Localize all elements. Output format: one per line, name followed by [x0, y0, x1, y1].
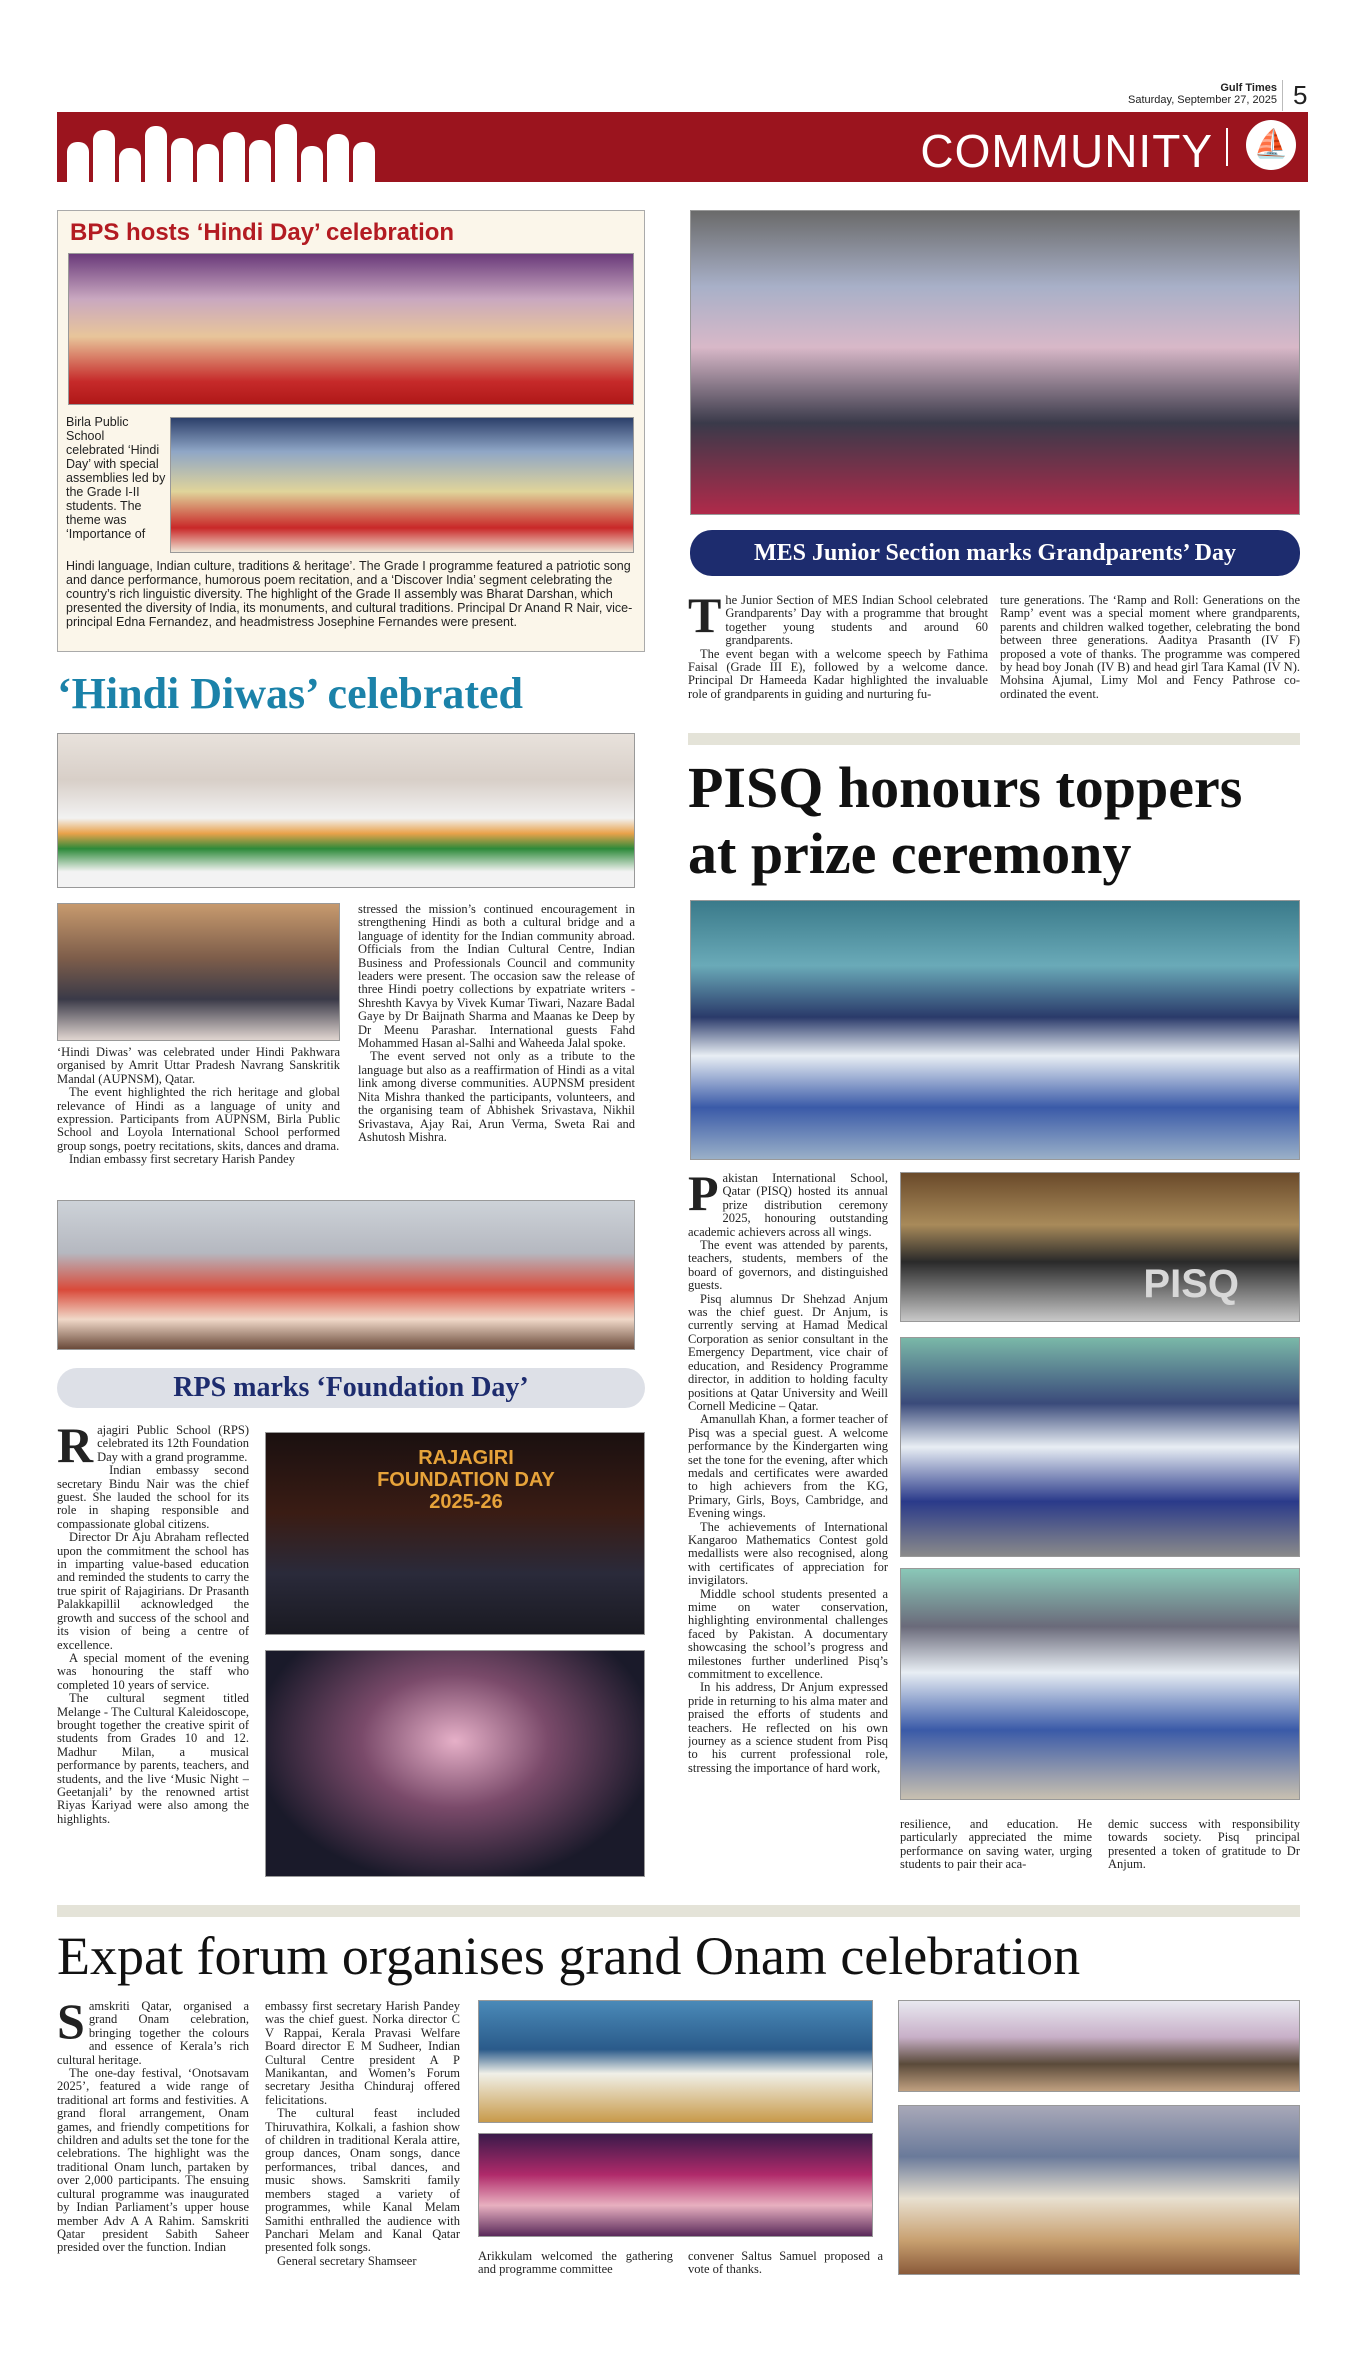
dropcap: R — [57, 1424, 94, 1473]
paragraph: A special moment of the evening was honouring the staff who completed 10 years of service. — [57, 1650, 249, 1692]
pisq-photo-sign: PISQ — [1143, 1262, 1239, 1306]
publication-name: Gulf Times — [1220, 82, 1277, 94]
rps-photo-banner: RAJAGIRI FOUNDATION DAY 2025-26 — [377, 1447, 555, 1513]
pisq-col-3: demic success with responsibility towards society. Pisq principal presented a token of gratitude to Dr Anjum. — [1108, 1818, 1300, 1872]
pisq-toppers-photo — [690, 900, 1300, 1160]
page-number: 5 — [1282, 80, 1307, 111]
onam-col-2 — [265, 2000, 460, 2350]
dropcap: T — [688, 594, 722, 643]
issue-date: Saturday, September 27, 2025 — [1127, 94, 1277, 106]
paragraph: ture generations. The ‘Ramp and Roll: Generations on the Ramp’ event was a special moment where grandparents, parents and children walked together, celebrating the bond between three generations. Aaditya Prasanth (IV F) proposed a vote of thanks. The programme was compered by head boy Jonah (IV B) and head girl Tara Kamal (IV N). Mohsina Ajumal, Limy Mol and Fency Pathrose co-ordinated the event. — [1000, 594, 1300, 701]
paragraph: ajagiri Public School (RPS) celebrated its 12th Foundation Day with a grand programme. — [97, 1424, 249, 1464]
bps-article — [57, 210, 645, 652]
paragraph: Indian embassy second secretary Bindu Nair was the chief guest. She lauded the school for its role in shaping responsible and compassionate global citizens. — [57, 1463, 249, 1531]
paragraph: akistan International School, Qatar (PISQ) hosted its annual prize distribution ceremony 2025, honouring outstanding academic achievers across all wings. — [688, 1172, 888, 1239]
section-title: COMMUNITY — [920, 125, 1213, 177]
hindi-col-2 — [358, 903, 635, 1194]
mes-col-1 — [688, 594, 988, 724]
hindi-col-1 — [57, 1046, 340, 1194]
divider — [1226, 128, 1228, 166]
paragraph: The cultural feast included Thiruvathira, Kolkali, a fashion show of children in traditional Kerala attire, group dances, Onam songs, dance performances, tribal dances, and music shows. Samskriti family members staged a variety of programmes, while Kanal Melam Samithi enthralled the audience with Panchari Melam and Kanal Qatar presented folk songs. — [265, 2106, 460, 2255]
paragraph: General secretary Shamseer — [277, 2253, 417, 2268]
paragraph: The event was attended by parents, teachers, students, members of the board of governors, and distinguished guests. — [688, 1238, 888, 1293]
paragraph: The one-day festival, ‘Onotsavam 2025’, featured a wide range of traditional art forms and festivities. A grand floral arrangement, Onam games, and friendly competitions for children and adults set the tone for the celebrations. The highlight was the traditional Onam lunch, partaken by over 2,000 participants. The ensuing cultural programme was inaugurated by Indian Parliament’s upper house member Adv A A Rahim. Samskriti Qatar president Sabith Saheer presided over the function. Indian — [57, 2066, 249, 2255]
bps-headline: BPS hosts ‘Hindi Day’ celebration — [70, 219, 455, 246]
onam-headline: Expat forum organises grand Onam celebration — [57, 1926, 1081, 1986]
paragraph: Amanullah Khan, a former teacher of Pisq was a special guest. A welcome performance by the Kindergarten wing set the tone for the evening, after which medals and certificates were awarded to high achievers from the KG, Primary, Girls, Boys, Cambridge, and Evening wings. — [688, 1412, 888, 1521]
headline-line: PISQ honours toppers — [688, 755, 1243, 820]
paragraph: amskriti Qatar, organised a grand Onam celebration, bringing together the colours and essence of Kerala’s rich cultural heritage. — [57, 2000, 249, 2067]
dhow-logo-icon: ⛵ — [1246, 120, 1296, 170]
mes-headline: MES Junior Section marks Grandparents’ Day — [690, 530, 1300, 576]
bps-caption-side: Birla Public School celebrated ‘Hindi Day’ with special assemblies led by the Grade I-II students. The theme was ‘Importance of — [66, 415, 166, 541]
masthead — [1128, 82, 1277, 106]
paragraph: he Junior Section of MES Indian School celebrated Grandparents’ Day with a programme that brought together young students and around 60 grandparents. — [725, 594, 988, 648]
crowd-silhouette-icon — [67, 124, 387, 182]
divider-bar — [57, 1905, 1300, 1917]
paragraph: Director Dr Aju Abraham reflected upon the commitment the school has in imparting value-based education and reminded the students to carry the true spirit of Rajagirians. Dr Prasanth Palakkapillil acknowledged the growth and success of the school and its vision of being a centre of excellence. — [57, 1530, 249, 1652]
pisq-girls-photo — [900, 1568, 1300, 1800]
pisq-boys-photo — [900, 1337, 1300, 1557]
onam-dignitaries-photo — [898, 2000, 1300, 2092]
mes-col-2 — [1000, 594, 1300, 724]
hindi-audience-photo — [57, 903, 340, 1041]
section-banner — [57, 112, 1308, 182]
onam-dance-photo-1 — [478, 2000, 873, 2123]
onam-dance-photo-2 — [478, 2133, 873, 2237]
bps-photo-1 — [68, 253, 634, 405]
paragraph: In his address, Dr Anjum expressed pride in returning to his alma mater and praised the efforts of students and teachers. He reflected on his own journey as a science student from Pisq to his current professional role, stressing the importance of hard work, — [688, 1680, 888, 1775]
onam-crowd-photo — [898, 2105, 1300, 2275]
pisq-headline — [688, 755, 1242, 887]
onam-col-3: Arikkulam welcomed the gathering and programme committee — [478, 2250, 673, 2277]
paragraph: stressed the mission’s continued encouragement in strengthening Hindi as both a cultural bridge and a language of identity for the Indian community abroad. Officials from the Indian Cultural Centre, Indian Business and Professionals Council and community leaders were present. The occasion saw the release of three Hindi poetry collections by expatriate writers - Shreshth Kavya by Vivek Kumar Tiwari, Nazare Badal Gaye by Dr Baijnath Sharma and Maanas ke Deep by Dr Meenu Parashar. International guests Fahd Mohammed Hasan al-Salhi and Waheeda Jalal spoke. — [358, 903, 635, 1051]
paragraph: embassy first secretary Harish Pandey was the chief guest. Norka director C V Rappai, Kerala Pravasi Welfare Board director E M Sudheer, Indian Cultural Centre president A P Manikantan, and Women’s Forum secretary Jesitha Chinduraj offered felicitations. — [265, 2000, 460, 2107]
rps-stage-photo — [265, 1650, 645, 1877]
paragraph: The event highlighted the rich heritage and global relevance of Hindi as a language of unity and expression. Participants from AUPNSM, Birla Public School and Loyola International School performed group songs, poetry recitations, skits, dances and drama. — [57, 1085, 340, 1153]
divider-bar — [688, 733, 1300, 745]
paragraph: Middle school students presented a mime on water conservation, highlighting environmental challenges faced by Pakistan. A documentary showcasing the school’s progress and milestones further underlined Pisq’s commitment to excellence. — [688, 1586, 888, 1682]
dropcap: P — [688, 1172, 719, 1221]
rps-body — [57, 1424, 249, 1886]
bps-caption: Hindi language, Indian culture, traditions & heritage’. The Grade I programme featured a patriotic song and dance performance, humorous poem recitation, and a ‘Discover India’ segment celebrating the country’s rich linguistic diversity. The highlight of the Grade II assembly was Bharat Darshan, which presented the diversity of India, its monuments, and cultural traditions. Principal Dr Anand R Nair, vice-principal Edna Fernandez, and headmistress Josephine Fernandes were present. — [66, 559, 633, 629]
rps-lamp-photo — [265, 1432, 645, 1635]
headline-line: at prize ceremony — [688, 821, 1132, 886]
paragraph: The cultural segment titled Melange - The Cultural Kaleidoscope, brought together the creative spirit of students from Grades 10 and 12. Madhur Milan, a musical performance by parents, teachers, and students, and the live ‘Music Night – Geetanjali’ by the renowned artist Riyas Kariyad were also among the highlights. — [57, 1691, 249, 1826]
mes-group-photo — [690, 210, 1300, 515]
pisq-col-1 — [688, 1172, 888, 1892]
paragraph: ‘Hindi Diwas’ was celebrated under Hindi Pakhwara organised by Amrit Uttar Pradesh Navrang Sanskritik Mandal (AUPNSM), Qatar. — [57, 1046, 340, 1086]
paragraph: The event began with a welcome speech by Fathima Faisal (Grade III E), followed by a welcome dance. Principal Dr Hameeda Kadar highlighted the invaluable role of grandparents in guiding and nurturing fu- — [688, 646, 988, 701]
hindi-choir-photo — [57, 733, 635, 888]
dropcap: S — [57, 2000, 85, 2049]
pisq-col-2: resilience, and education. He particularly appreciated the mime performance on saving water, urging students to pair their aca- — [900, 1818, 1092, 1872]
pisq-mime-photo — [900, 1172, 1300, 1322]
paragraph: Pisq alumnus Dr Shehzad Anjum was the chief guest. Dr Anjum, is currently serving at Hamad Medical Corporation as senior consultant in the Emergency Department, vice chair of education, and Residency Programme director, in addition to holding faculty positions at Qatar University and Weill Cornell Medicine – Qatar. — [688, 1291, 888, 1413]
hindi-headline: ‘Hindi Diwas’ celebrated — [57, 669, 524, 718]
paragraph: Indian embassy first secretary Harish Pandey — [69, 1152, 295, 1167]
onam-col-1 — [57, 2000, 249, 2350]
paragraph: The achievements of International Kangaroo Mathematics Contest gold medallists were also recognised, along with certificates of appreciation for invigilators. — [688, 1519, 888, 1588]
paragraph: The event served not only as a tribute to the language but also as a reaffirmation of Hindi as a vital link among diverse communities. AUPNSM president Nita Mishra thanked the participants, volunteers, and the organising team of Abhishek Srivastava, Nikhil Srivastava, Ajay Rai, Arun Verma, Sweta Rai and Ashutosh Mishra. — [358, 1049, 635, 1144]
rps-headline: RPS marks ‘Foundation Day’ — [57, 1368, 645, 1408]
hindi-dancers-photo — [57, 1200, 635, 1350]
bps-photo-2 — [170, 417, 634, 553]
onam-col-4: convener Saltus Samuel proposed a vote of thanks. — [688, 2250, 883, 2277]
